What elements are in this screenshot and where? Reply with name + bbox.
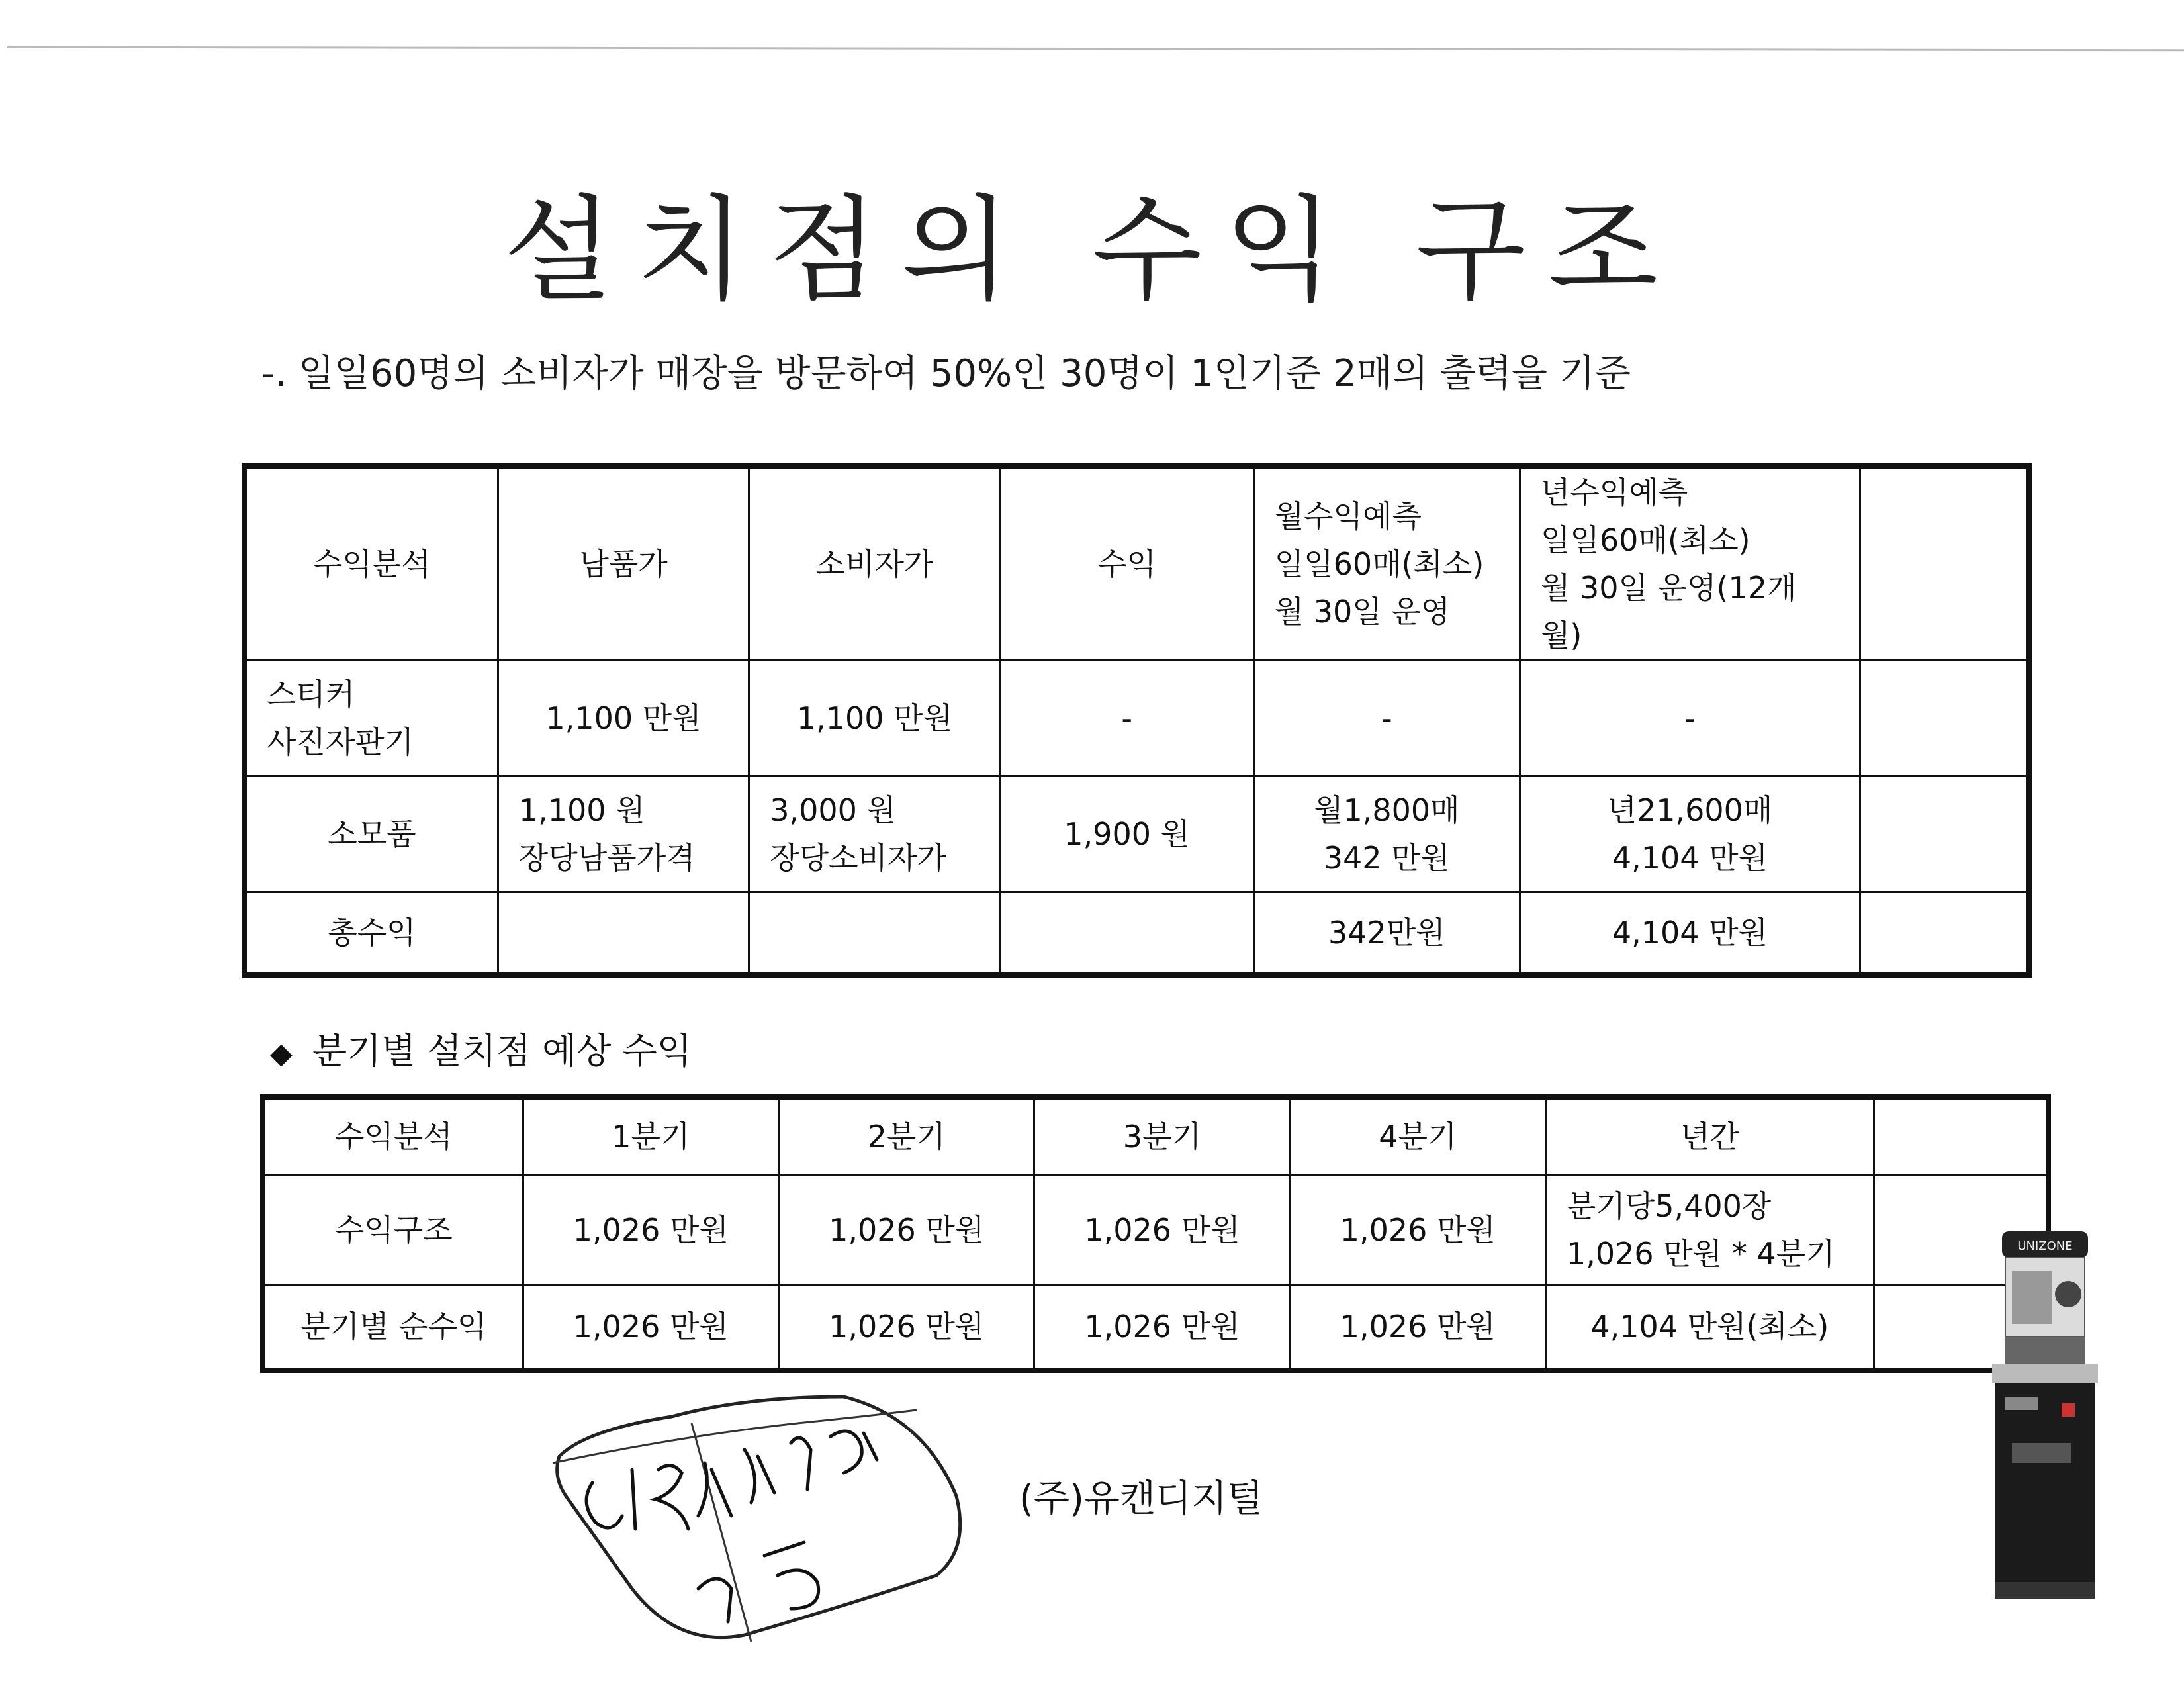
section-heading xyxy=(270,1023,692,1074)
header-cell xyxy=(779,1097,1034,1175)
cell-text: - xyxy=(1121,700,1132,736)
table-cell xyxy=(263,1175,523,1284)
cell-text: - xyxy=(1381,700,1392,736)
table-cell xyxy=(1253,892,1520,975)
header-cell xyxy=(1860,466,2029,661)
header-cell xyxy=(498,466,749,661)
table-cell xyxy=(1520,892,1860,975)
cell-text: 1,100 만원 xyxy=(796,700,953,736)
table-cell xyxy=(1253,776,1520,892)
header-text: 수익 xyxy=(1097,546,1157,582)
table-cell xyxy=(244,776,498,892)
cell-text: 4,104 만원 xyxy=(1612,914,1768,951)
table-cell xyxy=(1000,892,1253,975)
company-name: (주)유캔디지털 xyxy=(1019,1477,1263,1521)
table-cell xyxy=(498,892,749,975)
top-rule xyxy=(7,46,2184,52)
table-row xyxy=(263,1175,2048,1284)
table-header-row xyxy=(263,1097,2048,1175)
photo-vending-machine-image xyxy=(1966,1231,2118,1602)
header-text: 소비자가 xyxy=(815,546,934,582)
table-cell xyxy=(498,661,749,776)
header-text: 1분기 xyxy=(612,1119,690,1155)
cell-text: 분기당5,400장 1,026 만원 * 4분기 xyxy=(1566,1188,1835,1272)
table-cell xyxy=(779,1284,1034,1370)
cell-text: 3,000 원 장당소비자가 xyxy=(770,792,946,876)
machine-label: UNIZONE xyxy=(2017,1239,2073,1253)
table-cell xyxy=(1860,892,2029,975)
header-text: 년수익예측 일일60매(최소) 월 30일 운영(12개 월) xyxy=(1540,475,1797,653)
header-cell xyxy=(1520,466,1860,661)
header-cell xyxy=(749,466,1000,661)
header-text: 년간 xyxy=(1680,1119,1739,1155)
cell-text: 1,026 만원 xyxy=(829,1308,985,1344)
cell-text: 1,026 만원 xyxy=(1340,1211,1496,1248)
cell-text: 342만원 xyxy=(1328,914,1445,951)
subtitle: -. 일일60명의 소비자가 매장을 방문하여 50%인 30명이 1인기준 2매의 출력을 기준 xyxy=(261,352,1631,395)
quarterly-revenue-table xyxy=(260,1094,2051,1373)
cell-text: 년21,600매 4,104 만원 xyxy=(1607,792,1773,876)
cell-text: 소모품 xyxy=(328,816,416,852)
table-cell xyxy=(749,661,1000,776)
header-text: 월수익예측 일일60매(최소) 월 30일 운영 xyxy=(1274,498,1484,630)
table-cell xyxy=(1860,661,2029,776)
table-cell xyxy=(1290,1175,1545,1284)
header-cell xyxy=(1034,1097,1290,1175)
header-text: 남품가 xyxy=(579,546,668,582)
cell-text: 1,100 원 장당남품가격 xyxy=(518,792,696,876)
cell-text: 1,026 만원 xyxy=(1340,1308,1496,1344)
cell-text: 총수익 xyxy=(328,914,416,951)
table-cell xyxy=(1034,1175,1290,1284)
table-header-row xyxy=(244,466,2029,661)
header-text: 2분기 xyxy=(867,1119,946,1155)
header-cell xyxy=(1290,1097,1545,1175)
cell-text: 분기별 순수익 xyxy=(300,1308,487,1344)
header-cell xyxy=(244,466,498,661)
cell-text: 수익구조 xyxy=(334,1211,453,1248)
table-cell xyxy=(1545,1175,1874,1284)
table-row xyxy=(244,892,2029,975)
table-row xyxy=(244,661,2029,776)
cell-text: 1,026 만원 xyxy=(1084,1308,1240,1344)
revenue-analysis-table xyxy=(242,463,2032,978)
table-cell xyxy=(779,1175,1034,1284)
table-cell xyxy=(1000,776,1253,892)
table-cell xyxy=(523,1175,778,1284)
cell-text: 1,026 만원 xyxy=(1084,1211,1240,1248)
header-cell xyxy=(1000,466,1253,661)
header-cell xyxy=(523,1097,778,1175)
table-cell xyxy=(1520,776,1860,892)
cell-text: 1,100 만원 xyxy=(545,700,702,736)
table-cell xyxy=(263,1284,523,1370)
table-cell xyxy=(498,776,749,892)
section-title: 분기별 설치점 예상 수익 xyxy=(312,1030,692,1072)
header-text: 수익분석 xyxy=(313,546,431,582)
cell-text: 월1,800매 342 만원 xyxy=(1314,792,1460,876)
cell-text: 1,026 만원 xyxy=(829,1211,985,1248)
table-cell xyxy=(1860,776,2029,892)
table-cell xyxy=(1545,1284,1874,1370)
table-cell xyxy=(244,892,498,975)
cell-text: 1,026 만원 xyxy=(572,1308,729,1344)
header-cell xyxy=(1874,1097,2048,1175)
page-title: 설치점의 수익 구조 xyxy=(503,183,1681,316)
table-cell xyxy=(1000,661,1253,776)
header-text: 수익분석 xyxy=(334,1119,453,1155)
table-cell xyxy=(523,1284,778,1370)
cell-text: 스티커 사진자판기 xyxy=(267,677,414,760)
table-cell xyxy=(1253,661,1520,776)
table-row xyxy=(244,776,2029,892)
cell-text: 1,900 원 xyxy=(1064,816,1191,852)
header-cell xyxy=(1253,466,1520,661)
handwritten-note-stamp xyxy=(546,1370,970,1648)
cell-text: 1,026 만원 xyxy=(572,1211,729,1248)
table-cell xyxy=(749,892,1000,975)
table-cell xyxy=(1290,1284,1545,1370)
header-text: 4분기 xyxy=(1379,1119,1457,1155)
cell-text: - xyxy=(1684,700,1696,736)
header-text: 3분기 xyxy=(1122,1119,1202,1155)
table-cell xyxy=(749,776,1000,892)
table-cell xyxy=(1520,661,1860,776)
diamond-bullet-icon: ◆ xyxy=(270,1037,293,1070)
cell-text: 4,104 만원(최소) xyxy=(1590,1308,1829,1344)
table-cell xyxy=(244,661,498,776)
table-cell xyxy=(1034,1284,1290,1370)
header-cell xyxy=(263,1097,523,1175)
table-row xyxy=(263,1284,2048,1370)
header-cell xyxy=(1545,1097,1874,1175)
